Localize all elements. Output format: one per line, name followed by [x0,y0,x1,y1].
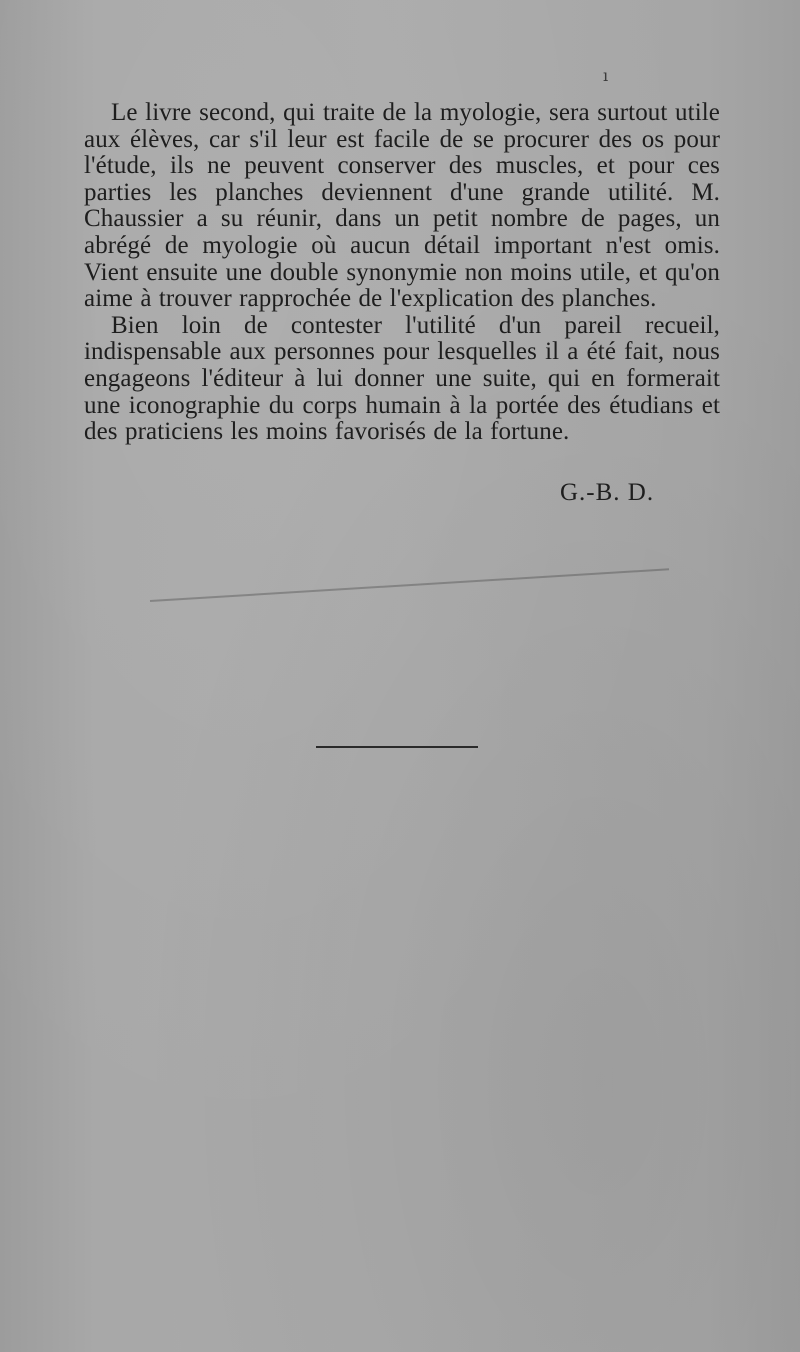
article-text [84,100,720,446]
section-divider [316,746,478,748]
paragraph-myologie: Le livre second, qui traite de la myologie, sera surtout utile aux élèves, car s'il leur est facile de se procurer des os pour l'étude, ils ne peuvent conserver des muscles, et pour ces parties les planches deviennent d'une grande utilité. M. Chaussier a su réunir, dans un petit nombre de pages, un abrégé de myologie où aucun détail important n'est omis. Vient ensuite une double synonymie non moins utile, et qu'on aime à trouver rapprochée de l'explication des planches. [84,99,720,313]
paragraph-conclusion: Bien loin de contester l'utilité d'un pareil recueil, indispensable aux personnes pour lesquelles il a été fait, nous engageons l'éditeur à lui donner une suite, qui en formerait une iconographie du corps humain à la portée des étudians et des praticiens les moins favorisés de la fortune. [84,311,720,446]
paper-crease [150,568,669,602]
page-mark: ı [603,66,609,85]
author-signature: G.-B. D. [560,479,655,506]
